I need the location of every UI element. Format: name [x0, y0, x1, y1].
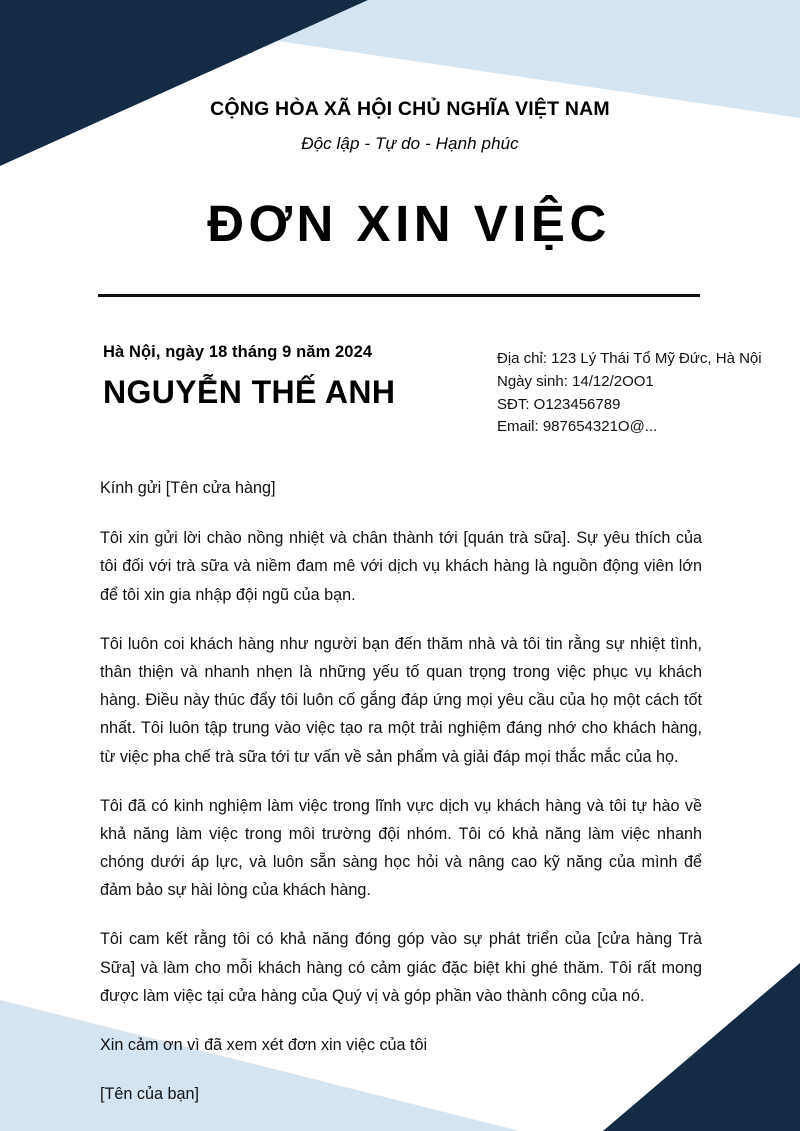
contact-phone: SĐT: O123456789 [497, 395, 621, 413]
letter-paragraph-2: Tôi luôn coi khách hàng như người bạn đến thăm nhà và tôi tin rằng sự nhiệt tình, thân thiện và nhanh nhẹn là những yếu tố quan trọng trong việc phục vụ khách hàng. Điều này thúc đẩy tôi luôn cố gắng đáp ứng mọi yêu cầu của họ một cách tốt nhất. Tôi luôn tập trung vào việc tạo ra một trải nghiệm đáng nhớ cho khách hàng, từ việc pha chế trà sữa tới tư vấn về sản phẩm và giải đáp mọi thắc mắc của họ. [100, 634, 702, 766]
meta-row [0, 343, 800, 443]
title-divider [98, 294, 700, 297]
page-title: ĐƠN XIN VIỆC [207, 195, 611, 252]
letter-paragraph-1: Tôi xin gửi lời chào nồng nhiệt và chân thành tới [quán trà sữa]. Sự yêu thích của tôi đối với trà sữa và niềm đam mê với dịch vụ khách hàng là nguồn động viên lớn để tôi xin gia nhập đội ngũ của bạn. [100, 529, 702, 604]
contact-birthdate: Ngày sinh: 14/12/2OO1 [497, 372, 654, 390]
letter-paragraph-4: Tôi cam kết rằng tôi có khả năng đóng góp vào sự phát triển của [cửa hàng Trà Sữa] và làm cho mỗi khách hàng có cảm giác đặc biệt khi ghé thăm. Tôi rất mong được làm việc tại cửa hàng của Quý vị và góp phần vào thành công của nó. [100, 930, 702, 1005]
letter-body [100, 474, 702, 1108]
nation-title: CỘNG HÒA XÃ HỘI CHỦ NGHĨA VIỆT NAM [210, 98, 610, 120]
applicant-name: NGUYỄN THẾ ANH [103, 374, 396, 410]
national-header [0, 98, 800, 154]
letter-signature: [Tên của bạn] [100, 1085, 199, 1104]
meta-left-block [103, 343, 395, 410]
letter-salutation: Kính gửi [Tên cửa hàng] [100, 479, 276, 497]
letter-thanks: Xin cảm ơn vì đã xem xét đơn xin việc của tôi [100, 1036, 428, 1054]
contact-address: Địa chỉ: 123 Lý Thái Tổ Mỹ Đức, Hà Nội [497, 350, 762, 367]
letter-paragraph-3: Tôi đã có kinh nghiệm làm việc trong lĩnh vực dịch vụ khách hàng và tôi tự hào về khả năng làm việc trong môi trường đội nhóm. Tôi có khả năng làm việc nhanh chóng dưới áp lực, và luôn sẵn sàng học hỏi và nâng cao kỹ năng của mình để đảm bảo sự hài lòng của khách hàng. [100, 796, 702, 900]
contact-email: Email: 987654321O@... [497, 418, 658, 436]
contact-block [497, 348, 797, 439]
place-date-line: Hà Nội, ngày 18 tháng 9 năm 2024 [103, 343, 373, 361]
nation-motto: Độc lập - Tự do - Hạnh phúc [301, 134, 519, 154]
